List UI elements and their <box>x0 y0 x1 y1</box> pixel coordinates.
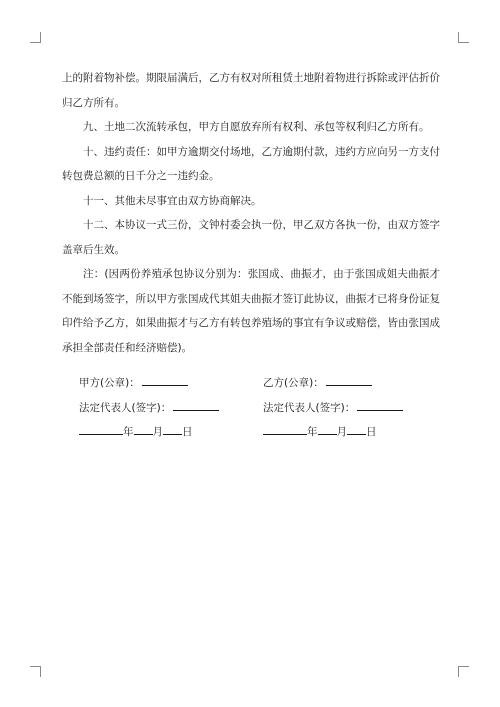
page-corner-mark-bottom-left <box>30 666 41 677</box>
page-corner-mark-top-left <box>30 32 41 43</box>
party-b-day-label: 日 <box>366 426 377 438</box>
signature-block <box>62 371 440 445</box>
party-b-month-blank <box>318 422 337 435</box>
party-a-date <box>79 420 193 445</box>
party-a-rep-label: 法定代表人(签字)： <box>79 401 172 414</box>
party-a-year-label: 年 <box>123 426 134 438</box>
seal-row <box>62 371 440 396</box>
paragraph-note: 注：(因两份养殖承包协议分别为：张国成、曲振才，由于张国成姐夫曲振才不能到场签字，所以甲方张国成代其姐夫曲振才签订此协议，曲振才已将身份证复印件给予乙方，如果曲振才与乙方有转包养殖场的事宜有争议或赔偿，皆由张国成承担全部责任和经济赔偿)。 <box>62 268 440 354</box>
party-b-day-blank <box>347 422 366 435</box>
page-corner-mark-top-right <box>458 32 469 43</box>
party-a-rep-blank <box>173 398 219 411</box>
party-b-seal-label: 乙方(公章)： <box>263 377 324 389</box>
date-row <box>62 420 440 445</box>
party-b-seal <box>263 371 372 396</box>
party-b-date <box>263 420 377 445</box>
contract-body <box>62 66 440 360</box>
party-b-seal-blank <box>326 373 372 386</box>
party-b-year-blank <box>263 422 307 435</box>
party-a-seal-label: 甲方(公章)： <box>79 377 140 389</box>
paragraph-clause-11: 十一、其他未尽事宜由双方协商解决。 <box>83 194 262 207</box>
paragraph-clause-10: 十、违约责任：如甲方逾期交付场地，乙方逾期付款，违约方应向另一方支付转包费总额的日千分之一违约金。 <box>62 145 440 182</box>
party-b-rep-blank <box>357 398 403 411</box>
party-a-month-blank <box>134 422 153 435</box>
party-a-seal <box>79 371 188 396</box>
party-a-seal-blank <box>142 373 188 386</box>
party-a-representative <box>79 396 219 421</box>
party-b-month-label: 月 <box>336 426 347 438</box>
party-a-year-blank <box>79 422 123 435</box>
representative-row <box>62 396 440 421</box>
paragraph-clause-9: 九、土地二次流转承包，甲方自愿放弃所有权利、承包等权利归乙方所有。 <box>83 121 430 133</box>
paragraph-clause-12: 十二、本协议一式三份，文钟村委会执一份，甲乙双方各执一份，由双方签字盖章后生效。 <box>62 219 440 256</box>
party-a-day-label: 日 <box>182 426 193 438</box>
party-b-representative <box>263 396 403 421</box>
party-a-day-blank <box>163 422 182 435</box>
party-b-rep-label: 法定代表人(签字)： <box>263 401 356 414</box>
party-a-month-label: 月 <box>152 426 163 438</box>
party-b-year-label: 年 <box>307 426 318 438</box>
page-corner-mark-bottom-right <box>458 666 469 677</box>
paragraph-attachments-compensation: 上的附着物补偿。期限届满后，乙方有权对所租赁土地附着物进行拆除或评估折价归乙方所有。 <box>62 72 440 109</box>
